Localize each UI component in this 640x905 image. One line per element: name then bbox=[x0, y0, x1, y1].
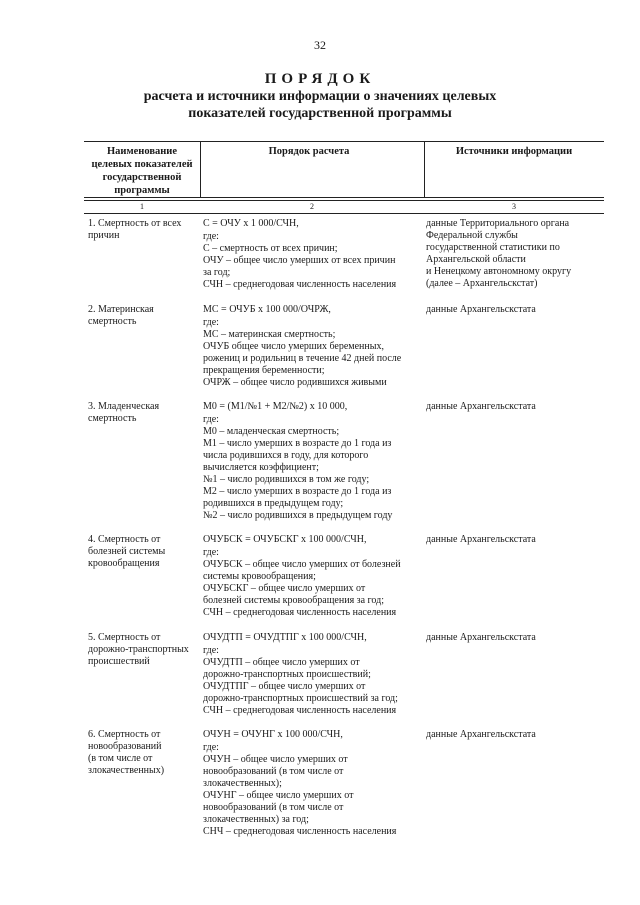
formula-explanation-line: где: bbox=[203, 317, 219, 328]
indicator-name-line: кровообращения bbox=[88, 558, 160, 569]
table-header bbox=[84, 141, 604, 198]
indicator-name-line: новообразований bbox=[88, 741, 162, 752]
calculation-method bbox=[203, 729, 421, 838]
indicator-name-line: 5. Смертность от bbox=[88, 632, 161, 643]
formula-explanation-line: злокачественных); bbox=[203, 778, 282, 789]
formula-explanation-line: М0 – младенческая смертность; bbox=[203, 426, 340, 437]
formula-explanation-line: М2 – число умерших в возрасте до 1 года из bbox=[203, 486, 392, 497]
subtitle-line-1: расчета и источники информации о значениях целевых bbox=[143, 89, 497, 104]
formula-explanation-line: С – смертность от всех причин; bbox=[203, 243, 338, 254]
source-line: данные Архангельскстата bbox=[426, 401, 536, 412]
header-indicator-name-line: государственной bbox=[102, 172, 182, 183]
indicator-name-line: злокачественных) bbox=[88, 765, 165, 776]
source-line: (далее – Архангельскстат) bbox=[426, 278, 538, 289]
indicator-name bbox=[88, 534, 196, 570]
formula-explanation-line: М1 – число умерших в возрасте до 1 года из bbox=[203, 438, 392, 449]
document-subtitle bbox=[0, 88, 640, 122]
formula-explanation-line: СЧН – среднегодовая численность населения bbox=[203, 607, 397, 618]
source-line: Федеральной службы bbox=[426, 230, 518, 241]
calculation-method bbox=[203, 218, 421, 291]
indicator-name-line: 1. Смертность от всех bbox=[88, 218, 182, 229]
indicator-name-line: 4. Смертность от bbox=[88, 534, 161, 545]
indicator-name bbox=[88, 401, 196, 425]
formula-explanation-line: прекращения беременности; bbox=[203, 365, 325, 376]
subtitle-line-2: показателей государственной программы bbox=[188, 106, 452, 121]
column-number-3: 3 bbox=[512, 202, 516, 211]
indicator-name-line: болезней системы bbox=[88, 546, 166, 557]
formula-explanation-line: СНЧ – среднегодовая численность населения bbox=[203, 826, 397, 837]
formula-explanation-line: системы кровообращения; bbox=[203, 571, 316, 582]
indicator-name-line: 2. Материнская bbox=[88, 304, 154, 315]
information-source bbox=[426, 534, 604, 546]
source-line: Архангельской области bbox=[426, 254, 526, 265]
calculation-method bbox=[203, 534, 421, 619]
formula: МС = ОЧУБ х 100 000/ОЧРЖ, bbox=[203, 304, 331, 315]
column-number-1: 1 bbox=[140, 202, 144, 211]
page-number: 32 bbox=[314, 38, 326, 52]
formula: ОЧУБСК = ОЧУБСКГ х 100 000/СЧН, bbox=[203, 534, 367, 545]
formula: С = ОЧУ х 1 000/СЧН, bbox=[203, 218, 299, 229]
formula-explanation-line: где: bbox=[203, 742, 219, 753]
indicator-name-line: дорожно-транспортных bbox=[88, 644, 189, 655]
formula-explanation-line: родившихся в предыдущем году; bbox=[203, 498, 344, 509]
source-line: данные Архангельскстата bbox=[426, 632, 536, 643]
formula-explanation-line: рожениц и родильниц в течение 42 дней после bbox=[203, 353, 402, 364]
information-source bbox=[426, 632, 604, 644]
formula-explanation-line: новообразований (в том числе от bbox=[203, 802, 344, 813]
formula-explanation-line: где: bbox=[203, 645, 219, 656]
formula-explanation-line: дорожно-транспортных происшествий за год; bbox=[203, 693, 398, 704]
formula-explanation-line: вычисляется коэффициент; bbox=[203, 462, 319, 473]
source-line: и Ненецкому автономному округу bbox=[426, 266, 572, 277]
source-line: данные Архангельскстата bbox=[426, 729, 536, 740]
formula: ОЧУДТП = ОЧУДТПГ х 100 000/СЧН, bbox=[203, 632, 367, 643]
indicator-name-line: смертность bbox=[88, 413, 137, 424]
calculation-method bbox=[203, 304, 421, 389]
formula-explanation-line: №1 – число родившихся в том же году; bbox=[203, 474, 370, 485]
formula-explanation-line: ОЧУН – общее число умерших от bbox=[203, 754, 348, 765]
formula-explanation-line: ОЧУДТПГ – общее число умерших от bbox=[203, 681, 366, 692]
source-line: данные Территориального органа bbox=[426, 218, 570, 229]
indicator-name bbox=[88, 729, 196, 777]
column-numbers-row bbox=[84, 200, 604, 214]
formula: М0 = (М1/№1 + М2/№2) х 10 000, bbox=[203, 401, 348, 412]
header-indicator-name-line: целевых показателей bbox=[91, 159, 193, 170]
indicator-name-line: смертность bbox=[88, 316, 137, 327]
document-title: ПОРЯДОК bbox=[264, 71, 376, 87]
header-sources: Источники информации bbox=[455, 146, 573, 157]
formula-explanation-line: ОЧУБСК – общее число умерших от болезней bbox=[203, 559, 401, 570]
header-indicator-name bbox=[84, 145, 200, 197]
formula-explanation-line: СЧН – среднегодовая численность населения bbox=[203, 705, 397, 716]
formula-explanation-line: №2 – число родившихся в предыдущем году bbox=[203, 510, 393, 521]
source-line: данные Архангельскстата bbox=[426, 534, 536, 545]
indicator-name bbox=[88, 304, 196, 328]
header-indicator-name-line: Наименование bbox=[107, 146, 177, 157]
indicator-name bbox=[88, 218, 196, 242]
formula-explanation-line: где: bbox=[203, 231, 219, 242]
formula-explanation-line: ОЧУДТП – общее число умерших от bbox=[203, 657, 360, 668]
formula-explanation-line: где: bbox=[203, 547, 219, 558]
information-source bbox=[426, 218, 604, 290]
formula-explanation-line: болезней системы кровообращения за год; bbox=[203, 595, 384, 606]
formula-explanation-line: дорожно-транспортных происшествий; bbox=[203, 669, 371, 680]
formula-explanation-line: где: bbox=[203, 414, 219, 425]
source-line: данные Архангельскстата bbox=[426, 304, 536, 315]
column-number-2: 2 bbox=[310, 202, 314, 211]
formula-explanation-line: числа родившихся в году, для которого bbox=[203, 450, 369, 461]
formula-explanation-line: злокачественных) за год; bbox=[203, 814, 309, 825]
indicator-name-line: 3. Младенческая bbox=[88, 401, 160, 412]
formula-explanation-line: новообразований (в том числе от bbox=[203, 766, 344, 777]
formula-explanation-line: ОЧУБ общее число умерших беременных, bbox=[203, 341, 384, 352]
indicator-name-line: причин bbox=[88, 230, 120, 241]
information-source bbox=[426, 401, 604, 413]
header-calculation: Порядок расчета bbox=[268, 146, 350, 157]
formula-explanation-line: СЧН – среднегодовая численность населения bbox=[203, 279, 397, 290]
formula: ОЧУН = ОЧУНГ х 100 000/СЧН, bbox=[203, 729, 343, 740]
indicator-name-line: (в том числе от bbox=[88, 753, 153, 764]
indicator-name-line: 6. Смертность от bbox=[88, 729, 161, 740]
information-source bbox=[426, 304, 604, 316]
formula-explanation-line: ОЧРЖ – общее число родившихся живыми bbox=[203, 377, 387, 388]
formula-explanation-line: ОЧУ – общее число умерших от всех причин bbox=[203, 255, 396, 266]
formula-explanation-line: ОЧУБСКГ – общее число умерших от bbox=[203, 583, 366, 594]
formula-explanation-line: за год; bbox=[203, 267, 231, 278]
indicator-name-line: происшествий bbox=[88, 656, 150, 667]
formula-explanation-line: ОЧУНГ – общее число умерших от bbox=[203, 790, 354, 801]
indicator-name bbox=[88, 632, 196, 668]
formula-explanation-line: МС – материнская смертность; bbox=[203, 329, 336, 340]
header-indicator-name-line: программы bbox=[114, 185, 170, 196]
information-source bbox=[426, 729, 604, 741]
source-line: государственной статистики по bbox=[426, 242, 560, 253]
calculation-method bbox=[203, 401, 421, 522]
calculation-method bbox=[203, 632, 421, 717]
